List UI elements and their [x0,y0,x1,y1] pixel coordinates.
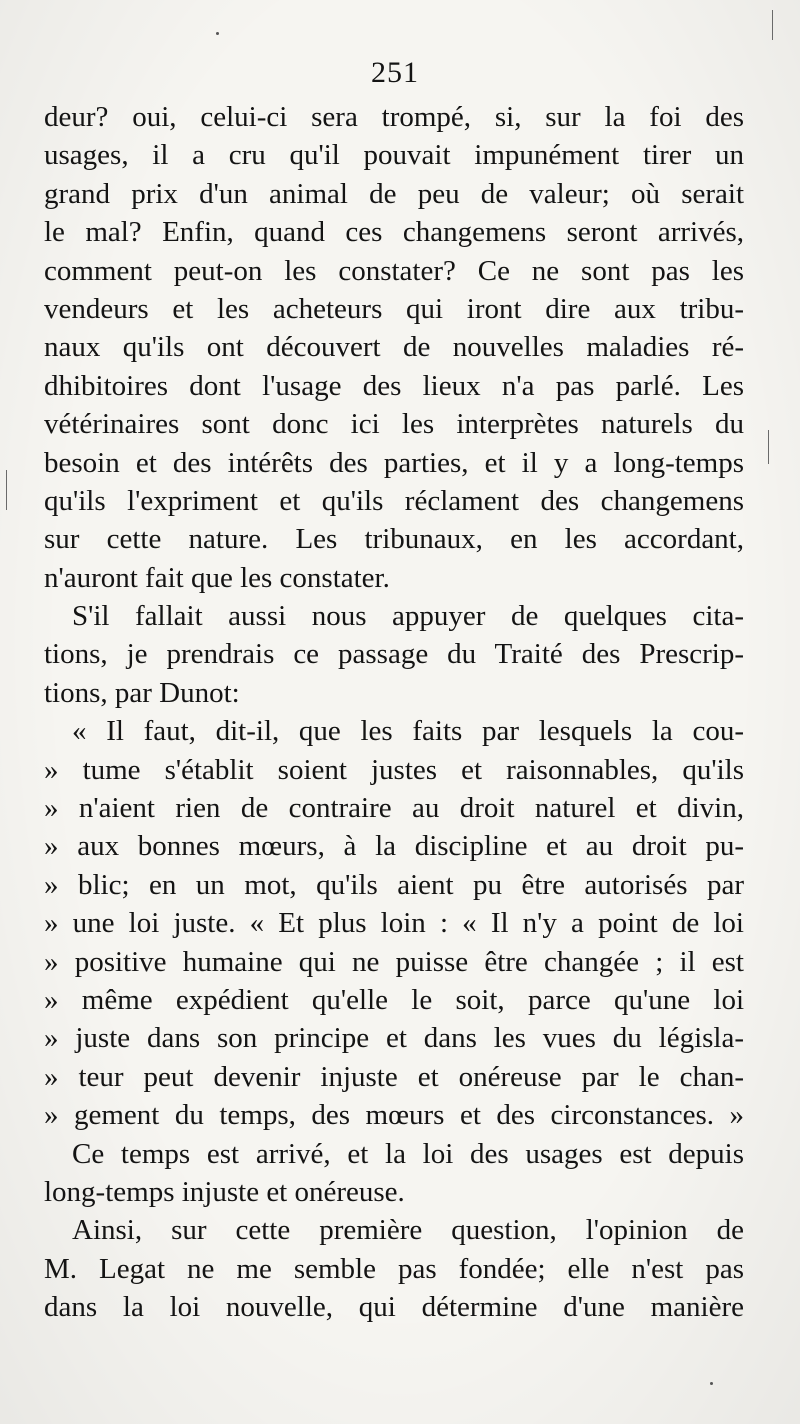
text-line: « Il faut, dit-il, que les faits par lesquels la cou- [72,715,744,748]
text-line: vétérinaires sont donc ici les interprètes naturels du [44,408,744,441]
text-line: naux qu'ils ont découvert de nouvelles maladies ré- [44,331,744,364]
text-line: Ce temps est arrivé, et la loi des usages est depuis [72,1137,744,1170]
text-line: » blic; en un mot, qu'ils aient pu être autorisés par [44,868,744,901]
text-line: n'auront fait que les constater. [44,561,390,594]
scan-edge-mark [768,430,769,464]
text-line: grand prix d'un animal de peu de valeur; où serait [44,177,744,210]
text-line: » tume s'établit soient justes et raisonnables, qu'ils [44,753,744,786]
text-line: Ainsi, sur cette première question, l'opinion de [72,1214,744,1247]
text-line: » aux bonnes mœurs, à la discipline et au droit pu- [44,830,744,863]
text-line: » positive humaine qui ne puisse être changée ; il est [44,945,744,978]
text-line: » une loi juste. « Et plus loin : « Il n'y a point de loi [44,907,744,940]
text-line: » gement du temps, des mœurs et des circonstances. » [44,1099,744,1132]
page-number: 251 [371,56,419,89]
text-line: tions, par Dunot: [44,676,240,709]
scan-edge-mark [6,470,7,510]
text-line: vendeurs et les acheteurs qui iront dire aux tribu- [44,292,744,325]
text-line: S'il fallait aussi nous appuyer de quelques cita- [72,600,744,633]
text-line: dans la loi nouvelle, qui détermine d'une manière [44,1291,744,1324]
body-text [44,98,744,1327]
text-line: » teur peut devenir injuste et onéreuse par le chan- [44,1060,744,1093]
text-line: dhibitoires dont l'usage des lieux n'a pas parlé. Les [44,369,744,402]
text-line: qu'ils l'expriment et qu'ils réclament des changemens [44,484,744,517]
text-line: besoin et des intérêts des parties, et il y a long-temps [44,446,744,479]
text-line: long-temps injuste et onéreuse. [44,1175,405,1208]
scan-speck [216,32,219,35]
text-line: deur? oui, celui-ci sera trompé, si, sur la foi des [44,101,744,133]
text-line: » n'aient rien de contraire au droit naturel et divin, [44,792,744,825]
text-line: comment peut-on les constater? Ce ne sont pas les [44,254,744,287]
text-line: usages, il a cru qu'il pouvait impunément tirer un [44,139,744,172]
text-line: » juste dans son principe et dans les vues du législa- [44,1022,744,1055]
text-line: le mal? Enfin, quand ces changemens seront arrivés, [44,216,744,249]
text-line: » même expédient qu'elle le soit, parce qu'une loi [44,983,744,1016]
text-line: tions, je prendrais ce passage du Traité des Prescrip- [44,638,744,671]
text-line: M. Legat ne me semble pas fondée; elle n'est pas [44,1252,744,1285]
text-line: sur cette nature. Les tribunaux, en les accordant, [44,523,744,556]
scan-speck [710,1382,713,1385]
scan-edge-mark [772,10,773,40]
